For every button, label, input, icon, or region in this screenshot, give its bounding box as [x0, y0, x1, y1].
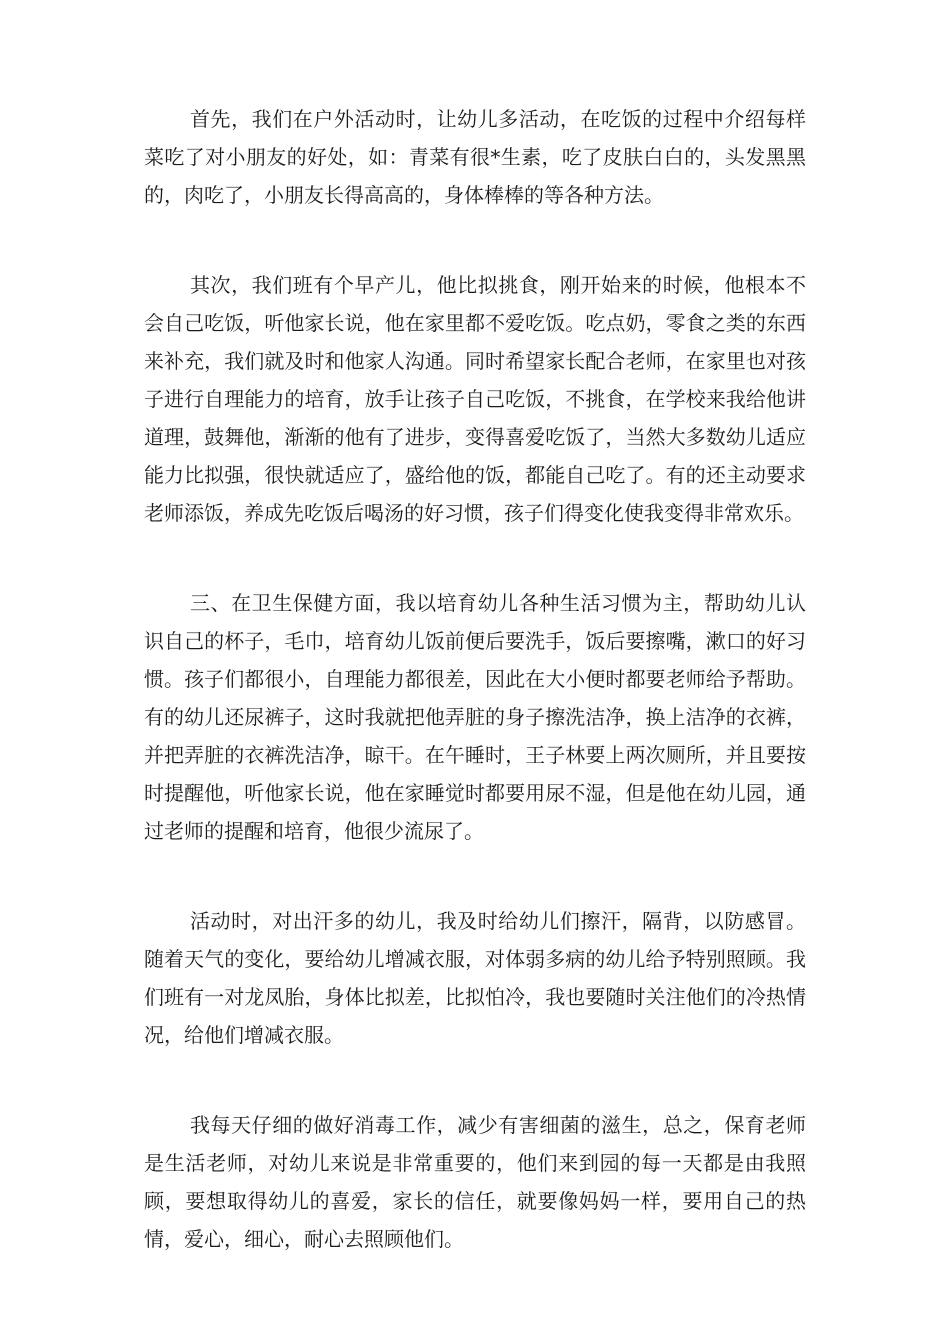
- paragraph-activity-care: 活动时，对出汗多的幼儿，我及时给幼儿们擦汗，隔背，以防感冒。随着天气的变化，要给幼儿增减衣服，对体弱多病的幼儿给予特别照顾。我们班有一对龙凤胎，身体比拟差，比拟怕冷，我也要随时关注他们的冷热情况，给他们增减衣服。: [144, 909, 806, 1047]
- paragraph-premature-child: 其次，我们班有个早产儿，他比拟挑食，刚开始来的时候，他根本不会自己吃饭，听他家长说，他在家里都不爱吃饭。吃点奶，零食之类的东西来补充，我们就及时和他家人沟通。同时希望家长配合老师，在家里也对孩子进行自理能力的培育，放手让孩子自己吃饭，不挑食，在学校来我给他讲道理，鼓舞他，渐渐的他有了进步，变得喜爱吃饭了，当然大多数幼儿适应能力比拟强，很快就适应了，盛给他的饭，都能自己吃了。有的还主动要求老师添饭，养成先吃饭后喝汤的好习惯，孩子们得变化使我变得非常欢乐。: [144, 273, 806, 525]
- paragraph-eating-habits: 首先，我们在户外活动时，让幼儿多活动，在吃饭的过程中介绍每样菜吃了对小朋友的好处，如：青菜有很*生素，吃了皮肤白白的，头发黑黑的，肉吃了，小朋友长得高高的，身体棒棒的等各种方法。: [144, 107, 806, 207]
- document-body: [144, 100, 806, 1310]
- paragraph-conclusion: 我每天仔细的做好消毒工作，减少有害细菌的滋生，总之，保育老师是生活老师，对幼儿来说是非常重要的，他们来到园的每一天都是由我照顾，要想取得幼儿的喜爱，家长的信任，就要像妈妈一样，要用自己的热情，爱心，细心，耐心去照顾他们。: [144, 1113, 806, 1251]
- paragraph-hygiene-care: 三、在卫生保健方面，我以培育幼儿各种生活习惯为主，帮助幼儿认识自己的杯子，毛巾，培育幼儿饭前便后要洗手，饭后要擦嘴，漱口的好习惯。孩子们都很小，自理能力都很差，因此在大小便时都要老师给予帮助。有的幼儿还尿裤子，这时我就把他弄脏的身子擦洗洁净，换上洁净的衣裤，并把弄脏的衣裤洗洁净，晾干。在午睡时，王子林要上两次厕所，并且要按时提醒他，听他家长说，他在家睡觉时都要用尿不湿，但是他在幼儿园，通过老师的提醒和培育，他很少流尿了。: [144, 591, 806, 843]
